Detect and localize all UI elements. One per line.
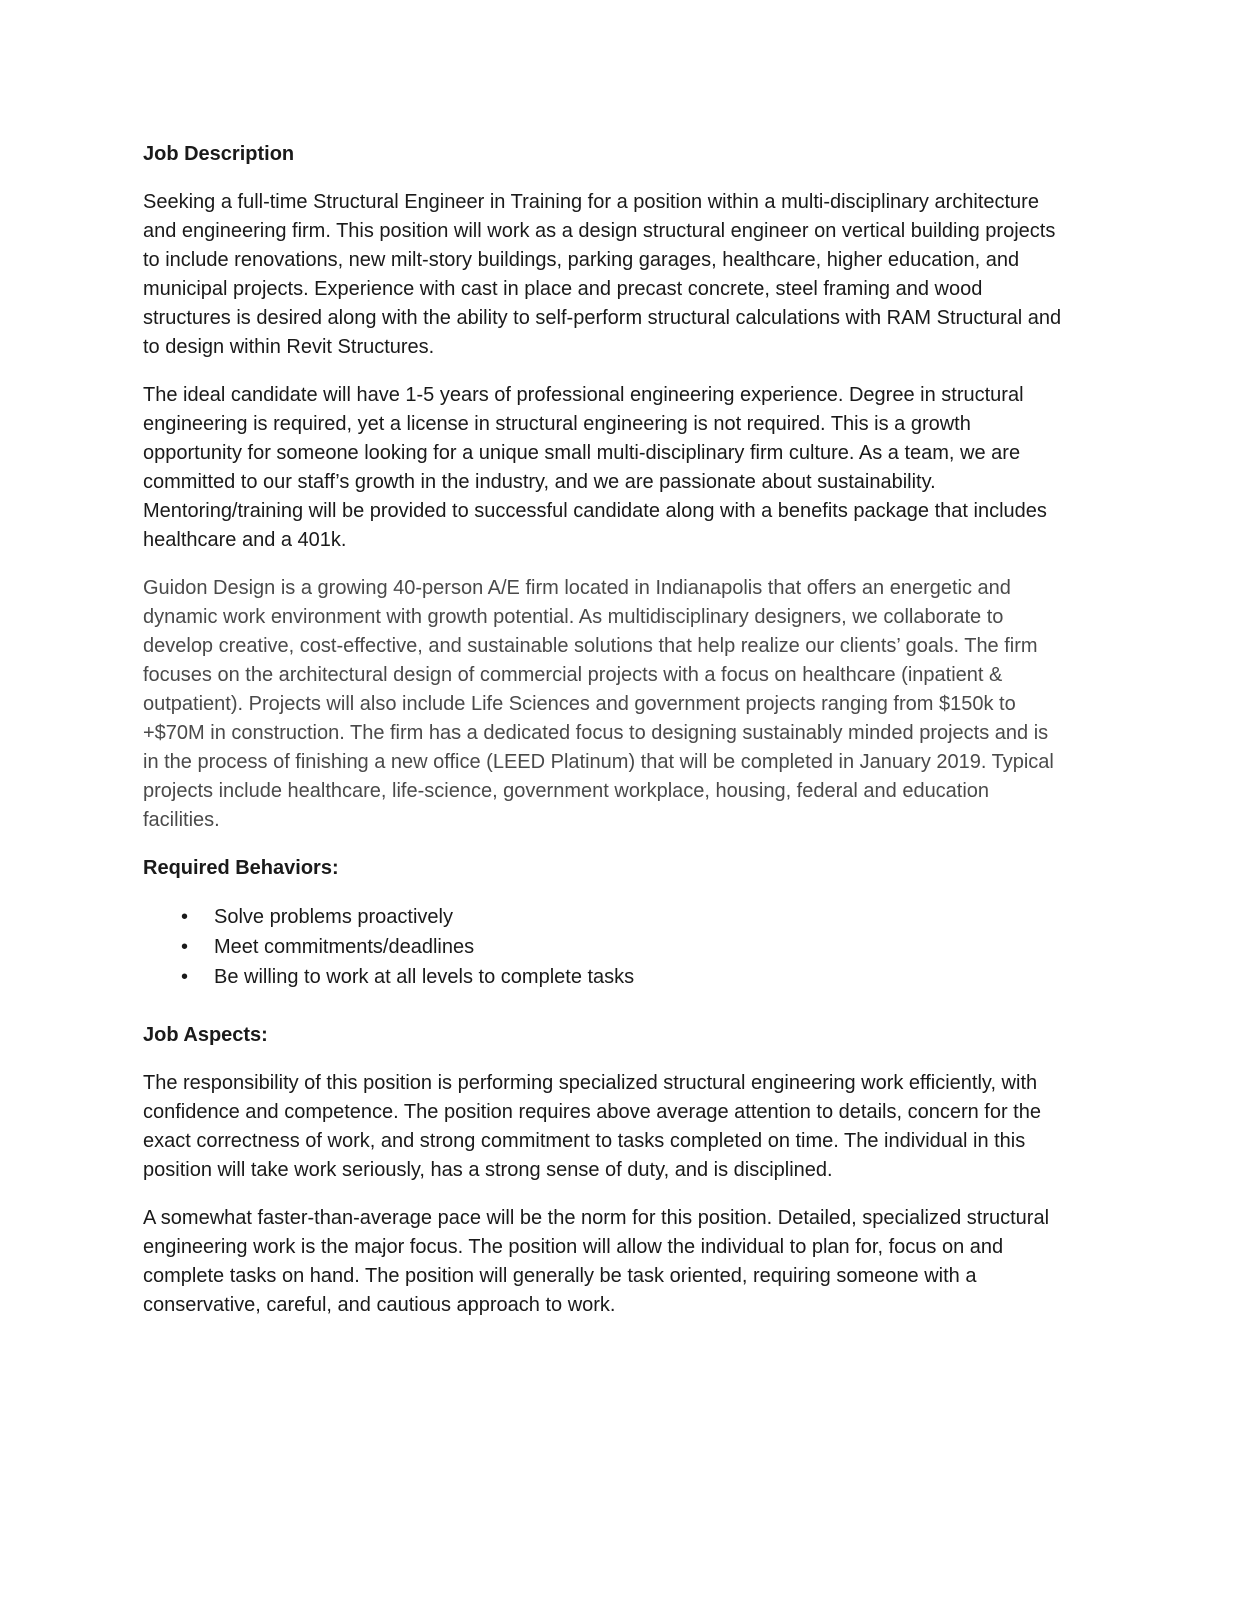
list-item-text: Be willing to work at all levels to complete tasks (214, 966, 635, 988)
job-aspects-heading: Job Aspects: (143, 1024, 268, 1046)
candidate-paragraph: The ideal candidate will have 1-5 years of professional engineering experience. Degree in structural engineering is required, yet a license in structural engineering is not required. This is a growth opportunity for someone looking for a unique small multi-disciplinary firm culture. As a team, we are committed to our staff’s growth in the industry, and we are passionate about sustainability. Mentoring/training will be provided to successful candidate along with a benefits package that includes healthcare and a 401k. (143, 384, 1047, 551)
required-behaviors-list (143, 902, 1068, 992)
job-description-paragraph: Seeking a full-time Structural Engineer in Training for a position within a multi-disciplinary architecture and engineering firm. This position will work as a design structural engineer on vertical building projects to include renovations, new milt-story buildings, parking garages, healthcare, higher education, and municipal projects. Experience with cast in place and precast concrete, steel framing and wood structures is desired along with the ability to self-perform structural calculations with RAM Structural and to design within Revit Structures. (143, 191, 1062, 358)
list-item (143, 902, 1068, 932)
firm-overview-paragraph: Guidon Design is a growing 40-person A/E firm located in Indianapolis that offers an energetic and dynamic work environment with growth potential. As multidisciplinary designers, we collaborate to develop creative, cost-effective, and sustainable solutions that help realize our clients’ goals. The firm focuses on the architectural design of commercial projects with a focus on healthcare (inpatient & outpatient). Projects will also include Life Sciences and government projects ranging from $150k to +$70M in construction. The firm has a dedicated focus to designing sustainably minded projects and is in the process of finishing a new office (LEED Platinum) that will be completed in January 2019. Typical projects include healthcare, life-science, government workplace, housing, federal and education facilities. (143, 577, 1054, 831)
pace-paragraph: A somewhat faster-than-average pace will be the norm for this position. Detailed, specialized structural engineering work is the major focus. The position will allow the individual to plan for, focus on and complete tasks on hand. The position will generally be task oriented, requiring someone with a conservative, careful, and cautious approach to work. (143, 1207, 1050, 1316)
list-item (143, 962, 1068, 992)
list-item-text: Meet commitments/deadlines (214, 936, 475, 958)
required-behaviors-heading: Required Behaviors: (143, 857, 339, 879)
bullet-icon: • (181, 936, 189, 958)
list-item-text: Solve problems proactively (214, 906, 453, 928)
document-page (143, 140, 1068, 1339)
bullet-icon: • (181, 906, 189, 928)
list-item (143, 932, 1068, 962)
bullet-icon: • (181, 966, 189, 988)
responsibility-paragraph: The responsibility of this position is performing specialized structural engineering work efficiently, with confidence and competence. The position requires above average attention to details, concern for the exact correctness of work, and strong commitment to tasks completed on time. The individual in this position will take work seriously, has a strong sense of duty, and is disciplined. (143, 1072, 1041, 1181)
job-description-heading: Job Description (143, 143, 295, 165)
